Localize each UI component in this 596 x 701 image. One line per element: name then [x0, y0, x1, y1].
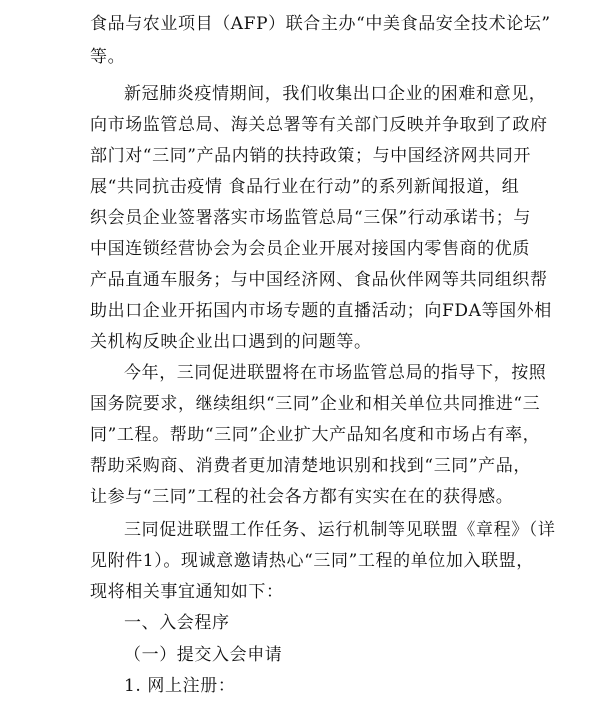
paragraph-line: 三同促进联盟工作任务、运行机制等见联盟《章程》（详: [124, 520, 556, 540]
paragraph-line: 今年，三同促进联盟将在市场监管总局的指导下，按照: [124, 363, 547, 383]
paragraph-line: 新冠肺炎疫情期间，我们收集出口企业的困难和意见，: [124, 84, 547, 104]
paragraph-line: 展“共同抗击疫情 食品行业在行动”的系列新闻报道，组: [90, 177, 520, 197]
paragraph-line: 部门对“三同”产品内销的扶持政策；与中国经济网共同开: [90, 146, 531, 166]
paragraph-line: 国务院要求，继续组织“三同”企业和相关单位共同推进“三: [90, 394, 541, 414]
paragraph-line: 让参与“三同”工程的社会各方都有实实在在的获得感。: [90, 487, 514, 507]
paragraph-line: 帮助采购商、消费者更加清楚地识别和找到“三同”产品，: [90, 456, 531, 476]
paragraph-line: 助出口企业开拓国内市场专题的直播活动；向FDA等国外相: [90, 301, 552, 321]
subsection-heading: （一）提交入会申请: [124, 645, 283, 665]
section-heading: 一、入会程序: [124, 613, 230, 633]
paragraph-line: 产品直通车服务；与中国经济网、食品伙伴网等共同组织帮: [90, 270, 548, 290]
paragraph-line: 中国连锁经营协会为会员企业开展对接国内零售商的优质: [90, 239, 530, 259]
paragraph-line: 见附件1）。现诚意邀请热心“三同”工程的单位加入联盟，: [90, 551, 534, 571]
paragraph-line: 向市场监管总局、海关总署等有关部门反映并争取到了政府: [90, 115, 548, 135]
step-heading: 1. 网上注册：: [124, 676, 236, 696]
paragraph-line: 关机构反映企业出口遇到的问题等。: [90, 332, 372, 352]
paragraph-line: 现将相关事宜通知如下：: [90, 582, 284, 602]
paragraph-line: 等。: [90, 47, 126, 67]
paragraph-line: 同”工程。帮助“三同”企业扩大产品知名度和市场占有率，: [90, 425, 541, 445]
paragraph-line: 织会员企业签署落实市场监管总局“三保”行动承诺书；与: [90, 208, 531, 228]
paragraph-line: 食品与农业项目（AFP）联合主办“中美食品安全技术论坛”: [90, 14, 551, 34]
